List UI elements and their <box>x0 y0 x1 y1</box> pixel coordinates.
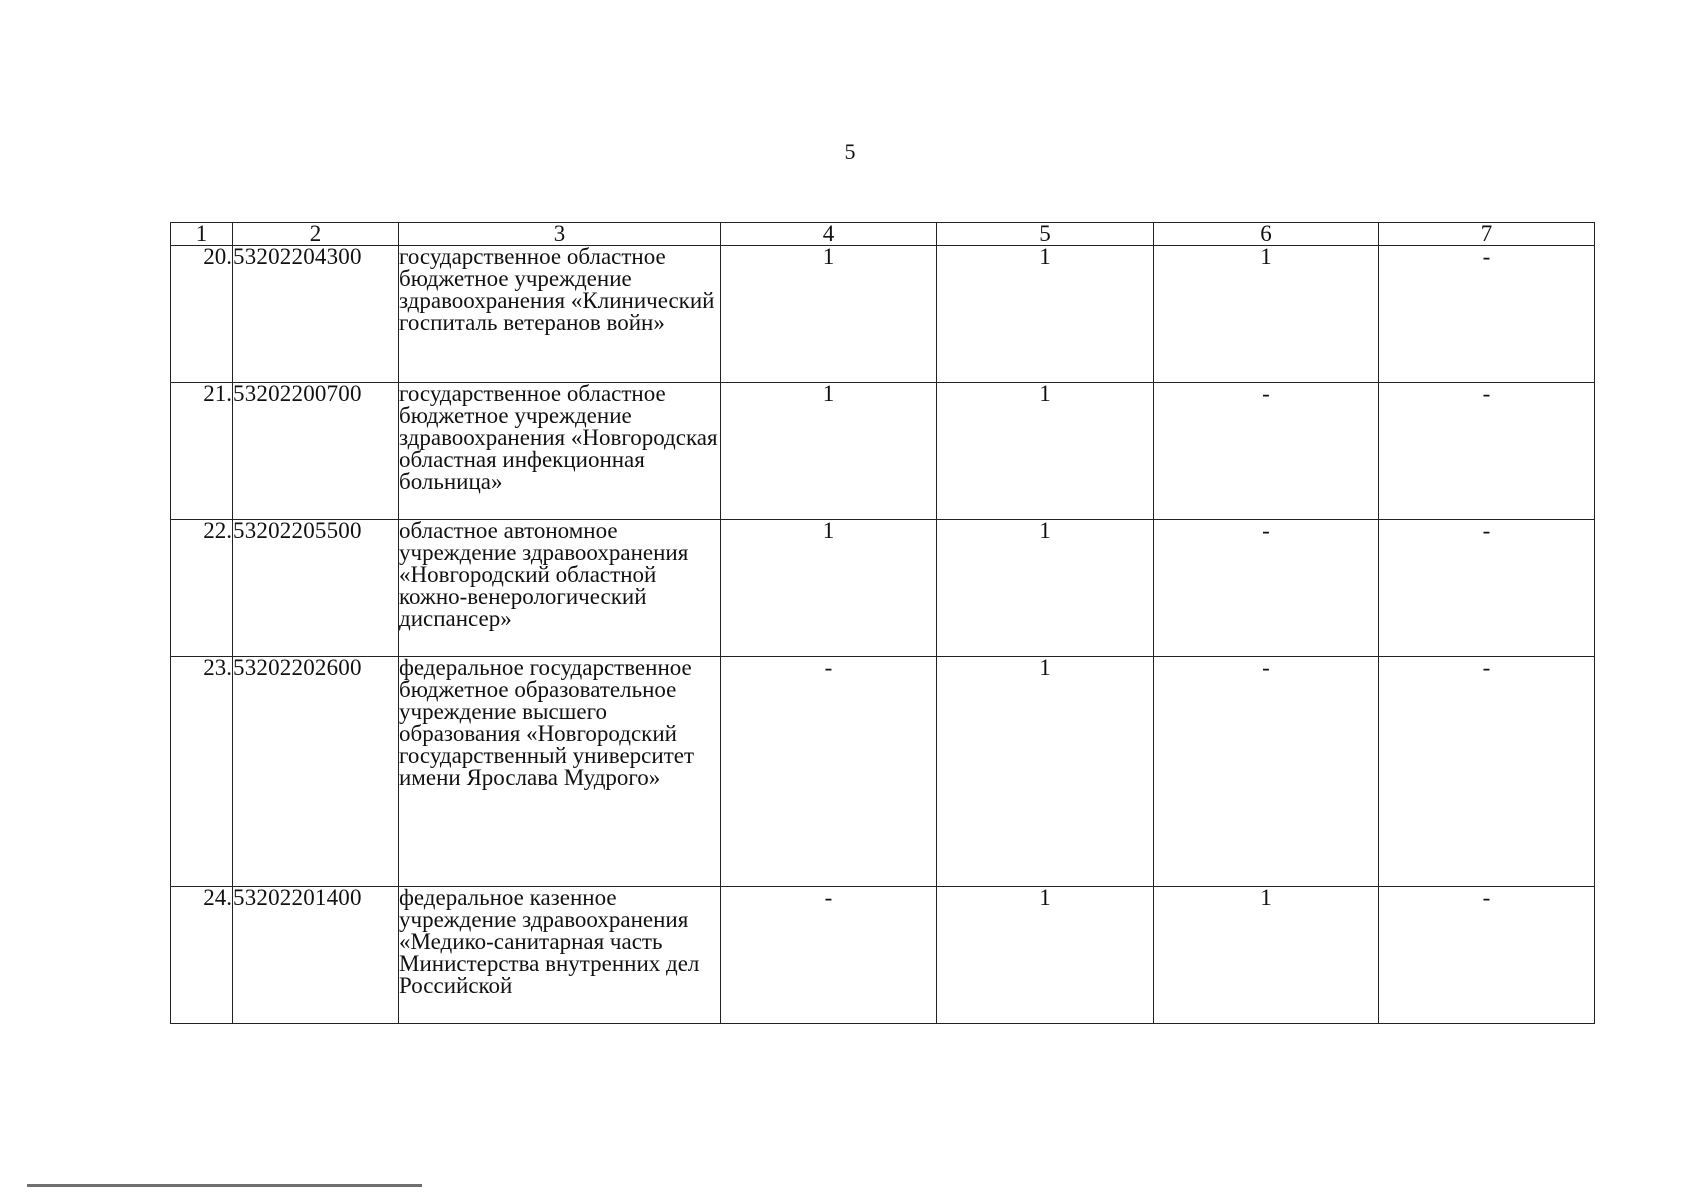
value-col-5: 1 <box>937 520 1154 657</box>
table-row <box>171 520 1595 657</box>
row-number: 24. <box>171 887 233 1024</box>
institution-name: государственное областное бюджетное учреждение здравоохранения «Новгородская областная инфекционная больница» <box>399 383 721 520</box>
value-col-7: - <box>1379 246 1595 383</box>
institution-code: 53202200700 <box>233 383 399 520</box>
row-number: 22. <box>171 520 233 657</box>
page-number: 5 <box>844 139 856 164</box>
row-number: 20. <box>171 246 233 383</box>
value-col-6: - <box>1154 520 1379 657</box>
header-col-7: 7 <box>1379 223 1595 246</box>
institution-name: областное автономное учреждение здравоохранения «Новгородский областной кожно-венерологический диспансер» <box>399 520 721 657</box>
table-row <box>171 887 1595 1024</box>
value-col-5: 1 <box>937 246 1154 383</box>
header-col-2: 2 <box>233 223 399 246</box>
header-col-3: 3 <box>399 223 721 246</box>
row-number: 23. <box>171 657 233 887</box>
header-col-4: 4 <box>721 223 937 246</box>
institution-code: 53202201400 <box>233 887 399 1024</box>
value-col-7: - <box>1379 520 1595 657</box>
header-col-1: 1 <box>171 223 233 246</box>
value-col-4: - <box>721 657 937 887</box>
value-col-7: - <box>1379 383 1595 520</box>
table-body <box>171 246 1595 1024</box>
table-row <box>171 246 1595 383</box>
value-col-4: 1 <box>721 520 937 657</box>
institution-name: федеральное казенное учреждение здравоохранения «Медико-санитарная часть Министерства внутренних дел Российской <box>399 887 721 1024</box>
value-col-5: 1 <box>937 383 1154 520</box>
institution-code: 53202202600 <box>233 657 399 887</box>
value-col-5: 1 <box>937 657 1154 887</box>
institution-code: 53202204300 <box>233 246 399 383</box>
value-col-5: 1 <box>937 887 1154 1024</box>
header-col-5: 5 <box>937 223 1154 246</box>
institution-code: 53202205500 <box>233 520 399 657</box>
value-col-7: - <box>1379 887 1595 1024</box>
header-row <box>171 223 1595 246</box>
header-col-6: 6 <box>1154 223 1379 246</box>
table-header <box>171 223 1595 246</box>
institutions-table <box>170 222 1595 1024</box>
value-col-4: 1 <box>721 246 937 383</box>
row-number: 21. <box>171 383 233 520</box>
value-col-6: 1 <box>1154 887 1379 1024</box>
value-col-4: 1 <box>721 383 937 520</box>
institution-name: государственное областное бюджетное учреждение здравоохранения «Клинический госпиталь ветеранов войн» <box>399 246 721 383</box>
value-col-4: - <box>721 887 937 1024</box>
scan-edge-line <box>27 1184 422 1187</box>
value-col-6: - <box>1154 383 1379 520</box>
table-row <box>171 657 1595 887</box>
value-col-6: 1 <box>1154 246 1379 383</box>
institution-name: федеральное государственное бюджетное образовательное учреждение высшего образования «Новгородский государственный университет имени Ярослава Мудрого» <box>399 657 721 887</box>
value-col-6: - <box>1154 657 1379 887</box>
value-col-7: - <box>1379 657 1595 887</box>
table-row <box>171 383 1595 520</box>
